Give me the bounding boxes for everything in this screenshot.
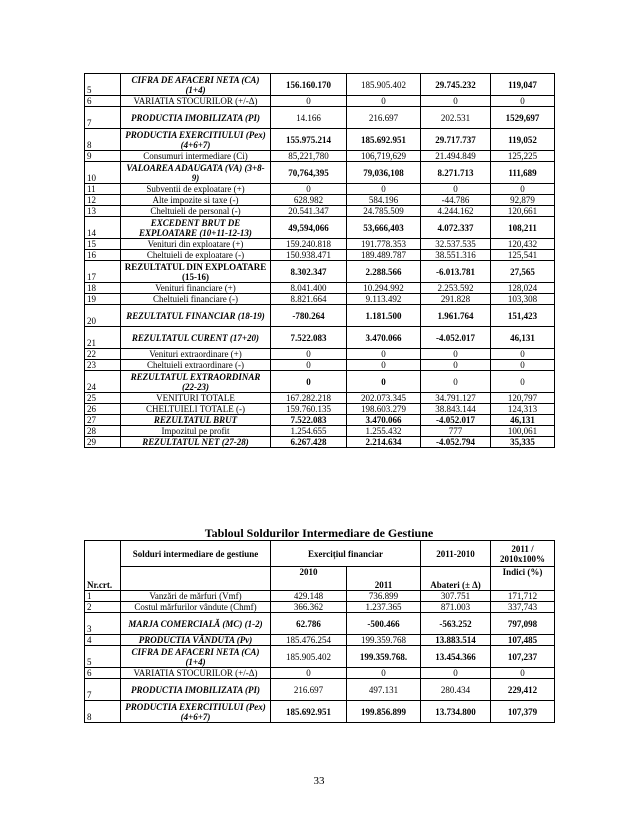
row-label: REZULTATUL EXTRAORDINAR (22-23)	[121, 371, 271, 393]
header-ratio: 2011 / 2010x100%	[491, 541, 555, 567]
row-value: 107,379	[491, 701, 555, 723]
row-number: 5	[85, 74, 121, 96]
row-value: 62.786	[271, 613, 347, 635]
row-label: Vanzări de mărfuri (Vmf)	[121, 591, 271, 602]
row-value: -563.252	[421, 613, 491, 635]
row-value: 13.883.514	[421, 635, 491, 646]
row-number: 7	[85, 679, 121, 701]
table-row	[85, 635, 555, 646]
row-value: 106,719,629	[347, 151, 421, 162]
table-row	[85, 261, 555, 283]
row-value: 0	[491, 371, 555, 393]
row-value: 497.131	[347, 679, 421, 701]
row-value: 185.692.951	[271, 701, 347, 723]
row-number: 2	[85, 602, 121, 613]
table-row	[85, 360, 555, 371]
results-table-body	[85, 74, 555, 448]
row-value: 199.359.768.	[347, 646, 421, 668]
row-value: 108,211	[491, 217, 555, 239]
row-value: 185.692.951	[347, 129, 421, 151]
row-value: -44.786	[421, 195, 491, 206]
row-value: 107,485	[491, 635, 555, 646]
row-value: 0	[491, 668, 555, 679]
row-label: Venituri din exploatare (+)	[121, 239, 271, 250]
row-value: 2.253.592	[421, 283, 491, 294]
row-number: 8	[85, 701, 121, 723]
row-value: 9.113.492	[347, 294, 421, 305]
row-number: 22	[85, 349, 121, 360]
row-value: 79,036,108	[347, 162, 421, 184]
row-number: 27	[85, 415, 121, 426]
row-value: 35,335	[491, 437, 555, 448]
row-value: 0	[347, 184, 421, 195]
row-value: 1.254.655	[271, 426, 347, 437]
row-value: 199.856.899	[347, 701, 421, 723]
row-label: PRODUCTIA IMOBILIZATA (PI)	[121, 679, 271, 701]
row-value: 1.237.365	[347, 602, 421, 613]
row-value: 6.267.428	[271, 437, 347, 448]
row-label: Venituri financiare (+)	[121, 283, 271, 294]
row-value: 797,098	[491, 613, 555, 635]
intermediate-balances-table	[84, 540, 555, 723]
row-value: 291.828	[421, 294, 491, 305]
table-row	[85, 327, 555, 349]
row-label: CIFRA DE AFACERI NETA (CA) (1+4)	[121, 646, 271, 668]
header-period: 2011-2010	[421, 541, 491, 567]
row-value: 167.282.218	[271, 393, 347, 404]
row-value: 3.470.066	[347, 327, 421, 349]
table-row	[85, 415, 555, 426]
row-value: 8.041.400	[271, 283, 347, 294]
row-label: Venituri extraordinare (+)	[121, 349, 271, 360]
row-label: PRODUCTIA EXERCITIULUI (Pex) (4+6+7)	[121, 701, 271, 723]
row-value: 125,541	[491, 250, 555, 261]
row-value: 7.522.083	[271, 327, 347, 349]
row-value: 0	[491, 360, 555, 371]
row-value: 1.255.432	[347, 426, 421, 437]
row-value: 185.905.402	[271, 646, 347, 668]
row-value: 584.196	[347, 195, 421, 206]
row-value: 34.791.127	[421, 393, 491, 404]
row-number: 14	[85, 217, 121, 239]
table-row	[85, 129, 555, 151]
row-value: 4.244.162	[421, 206, 491, 217]
row-value: 38.843.144	[421, 404, 491, 415]
table-row	[85, 305, 555, 327]
row-value: 0	[491, 349, 555, 360]
row-number: 15	[85, 239, 121, 250]
row-value: -4.052.017	[421, 327, 491, 349]
row-value: 92,879	[491, 195, 555, 206]
row-value: 2.288.566	[347, 261, 421, 283]
row-value: 777	[421, 426, 491, 437]
row-value: 0	[491, 96, 555, 107]
row-value: 337,743	[491, 602, 555, 613]
table-row	[85, 96, 555, 107]
row-value: 0	[347, 360, 421, 371]
header-2010: 2010	[271, 567, 347, 591]
row-number: 29	[85, 437, 121, 448]
row-value: 0	[347, 96, 421, 107]
table-row	[85, 404, 555, 415]
row-value: 38.551.316	[421, 250, 491, 261]
row-value: -500.466	[347, 613, 421, 635]
row-label: REZULTATUL FINANCIAR (18-19)	[121, 305, 271, 327]
row-value: 29.717.737	[421, 129, 491, 151]
row-value: 0	[271, 668, 347, 679]
row-number: 11	[85, 184, 121, 195]
row-value: 53,666,403	[347, 217, 421, 239]
row-value: 2.214.634	[347, 437, 421, 448]
row-value: 8.821.664	[271, 294, 347, 305]
row-label: Costul mărfurilor vândute (Chmf)	[121, 602, 271, 613]
row-label: REZULTATUL CURENT (17+20)	[121, 327, 271, 349]
row-label: EXCEDENT BRUT DE EXPLOATARE (10+11-12-13)	[121, 217, 271, 239]
row-value: 128,024	[491, 283, 555, 294]
row-value: 3.470.066	[347, 415, 421, 426]
row-value: 119,052	[491, 129, 555, 151]
row-value: 0	[421, 668, 491, 679]
row-value: -780.264	[271, 305, 347, 327]
row-value: 103,308	[491, 294, 555, 305]
row-value: -6.013.781	[421, 261, 491, 283]
row-number: 8	[85, 129, 121, 151]
row-value: 8.271.713	[421, 162, 491, 184]
row-value: 0	[271, 360, 347, 371]
row-value: 46,131	[491, 415, 555, 426]
row-value: 185.905.402	[347, 74, 421, 96]
row-value: -4.052.017	[421, 415, 491, 426]
row-label: VARIATIA STOCURILOR (+/-Δ)	[121, 96, 271, 107]
row-number: 4	[85, 635, 121, 646]
table-row	[85, 701, 555, 723]
row-number: 16	[85, 250, 121, 261]
row-value: 216.697	[271, 679, 347, 701]
header-abateri: Abateri (± Δ)	[421, 567, 491, 591]
row-value: 0	[347, 668, 421, 679]
page-number: 33	[313, 775, 325, 787]
row-label: VALOAREA ADAUGATA (VA) (3+8-9)	[121, 162, 271, 184]
row-number: 25	[85, 393, 121, 404]
row-number: 17	[85, 261, 121, 283]
row-number: 10	[85, 162, 121, 184]
row-value: 0	[347, 371, 421, 393]
row-value: 202.073.345	[347, 393, 421, 404]
row-number: 12	[85, 195, 121, 206]
row-number: 21	[85, 327, 121, 349]
row-value: 124,313	[491, 404, 555, 415]
row-value: 1529,697	[491, 107, 555, 129]
row-label: MARJA COMERCIALĂ (MC) (1-2)	[121, 613, 271, 635]
row-value: 0	[421, 349, 491, 360]
row-label: PRODUCTIA IMOBILIZATA (PI)	[121, 107, 271, 129]
row-value: 366.362	[271, 602, 347, 613]
row-number: 19	[85, 294, 121, 305]
row-value: 171,712	[491, 591, 555, 602]
row-value: 70,764,395	[271, 162, 347, 184]
table-row	[85, 602, 555, 613]
row-value: 24.785.509	[347, 206, 421, 217]
table-row	[85, 646, 555, 668]
row-value: 159.760.135	[271, 404, 347, 415]
row-value: 21.494.849	[421, 151, 491, 162]
row-value: 0	[271, 349, 347, 360]
table-row	[85, 591, 555, 602]
row-value: 1.181.500	[347, 305, 421, 327]
row-value: 13.454.366	[421, 646, 491, 668]
row-label: REZULTATUL NET (27-28)	[121, 437, 271, 448]
row-label: Subventii de exploatare (+)	[121, 184, 271, 195]
row-value: 111,689	[491, 162, 555, 184]
row-label: REZULTATUL DIN EXPLOATARE (15-16)	[121, 261, 271, 283]
row-value: 120,797	[491, 393, 555, 404]
table-row	[85, 250, 555, 261]
row-label: VENITURI TOTALE	[121, 393, 271, 404]
table-row	[85, 668, 555, 679]
table-row	[85, 151, 555, 162]
row-value: 185.476.254	[271, 635, 347, 646]
row-value: 125,225	[491, 151, 555, 162]
row-value: 229,412	[491, 679, 555, 701]
table-row	[85, 239, 555, 250]
table-row	[85, 107, 555, 129]
row-value: 198.603.279	[347, 404, 421, 415]
header-label-empty	[121, 567, 271, 591]
row-number: 28	[85, 426, 121, 437]
row-value: 14.166	[271, 107, 347, 129]
row-value: 159.240.818	[271, 239, 347, 250]
row-value: 155.975.214	[271, 129, 347, 151]
table-title: Tabloul Soldurilor Intermediare de Gestiune	[204, 526, 434, 540]
row-value: 4.072.337	[421, 217, 491, 239]
row-value: 871.003	[421, 602, 491, 613]
row-value: 199.359.768	[347, 635, 421, 646]
row-number: 1	[85, 591, 121, 602]
row-label: CHELTUIELI TOTALE (-)	[121, 404, 271, 415]
row-value: 120,432	[491, 239, 555, 250]
row-value: 107,237	[491, 646, 555, 668]
table-row	[85, 371, 555, 393]
row-value: 0	[347, 349, 421, 360]
row-label: Cheltuieli financiare (-)	[121, 294, 271, 305]
row-number: 6	[85, 668, 121, 679]
row-label: Cheltuieli extraordinare (-)	[121, 360, 271, 371]
row-label: Consumuri intermediare (Ci)	[121, 151, 271, 162]
row-value: 280.434	[421, 679, 491, 701]
results-table	[84, 73, 555, 448]
header-exercitiu: Exercițiul financiar	[271, 541, 421, 567]
row-value: 85,221,780	[271, 151, 347, 162]
row-number: 3	[85, 613, 121, 635]
row-label: Impozitul pe profit	[121, 426, 271, 437]
row-number: 5	[85, 646, 121, 668]
row-value: 120,661	[491, 206, 555, 217]
row-label: VARIATIA STOCURILOR (+/-Δ)	[121, 668, 271, 679]
row-value: 13.734.800	[421, 701, 491, 723]
table-row	[85, 437, 555, 448]
row-label: PRODUCTIA EXERCITIULUI (Pex) (4+6+7)	[121, 129, 271, 151]
row-value: 49,594,066	[271, 217, 347, 239]
row-value: -4.052.794	[421, 437, 491, 448]
row-label: Alte impozite si taxe (-)	[121, 195, 271, 206]
row-number: 13	[85, 206, 121, 217]
row-value: 151,423	[491, 305, 555, 327]
row-value: 0	[421, 360, 491, 371]
header-nr: Nr.crt.	[85, 541, 121, 591]
table-row	[85, 294, 555, 305]
table-row	[85, 393, 555, 404]
table-row	[85, 206, 555, 217]
row-number: 18	[85, 283, 121, 294]
row-value: 150.938.471	[271, 250, 347, 261]
row-value: 32.537.535	[421, 239, 491, 250]
row-value: 736.899	[347, 591, 421, 602]
table-row	[85, 679, 555, 701]
table-row	[85, 74, 555, 96]
row-value: 628.982	[271, 195, 347, 206]
table-row	[85, 349, 555, 360]
row-label: REZULTATUL BRUT	[121, 415, 271, 426]
row-value: 0	[421, 371, 491, 393]
table-row	[85, 217, 555, 239]
row-value: 0	[271, 184, 347, 195]
row-value: 100,061	[491, 426, 555, 437]
row-label: CIFRA DE AFACERI NETA (CA) (1+4)	[121, 74, 271, 96]
row-value: 20.541.347	[271, 206, 347, 217]
row-number: 7	[85, 107, 121, 129]
row-value: 0	[271, 96, 347, 107]
row-number: 9	[85, 151, 121, 162]
row-number: 26	[85, 404, 121, 415]
row-value: 191.778.353	[347, 239, 421, 250]
row-value: 0	[271, 371, 347, 393]
row-value: 29.745.232	[421, 74, 491, 96]
row-value: 10.294.992	[347, 283, 421, 294]
table-row	[85, 195, 555, 206]
row-label: Cheltuieli de exploatare (-)	[121, 250, 271, 261]
header-indici: Indici (%)	[491, 567, 555, 591]
table-row	[85, 283, 555, 294]
row-label: Cheltuieli de personal (-)	[121, 206, 271, 217]
table-row	[85, 184, 555, 195]
row-value: 216.697	[347, 107, 421, 129]
row-value: 0	[421, 184, 491, 195]
row-value: 7.522.083	[271, 415, 347, 426]
row-number: 6	[85, 96, 121, 107]
row-value: 189.489.787	[347, 250, 421, 261]
row-value: 46,131	[491, 327, 555, 349]
row-value: 429.148	[271, 591, 347, 602]
row-value: 1.961.764	[421, 305, 491, 327]
row-label: PRODUCTIA VÂNDUTA (Pv)	[121, 635, 271, 646]
intermediate-balances-body	[85, 591, 555, 723]
row-number: 23	[85, 360, 121, 371]
row-number: 24	[85, 371, 121, 393]
header-2011: 2011	[347, 567, 421, 591]
table-row	[85, 426, 555, 437]
row-value: 307.751	[421, 591, 491, 602]
row-value: 0	[491, 184, 555, 195]
row-value: 27,565	[491, 261, 555, 283]
row-value: 8.302.347	[271, 261, 347, 283]
row-value: 0	[421, 96, 491, 107]
row-value: 202.531	[421, 107, 491, 129]
table-row	[85, 162, 555, 184]
header-label: Solduri intermediare de gestiune	[121, 541, 271, 567]
table-row	[85, 613, 555, 635]
row-number: 20	[85, 305, 121, 327]
row-value: 119,047	[491, 74, 555, 96]
row-value: 156.160.170	[271, 74, 347, 96]
